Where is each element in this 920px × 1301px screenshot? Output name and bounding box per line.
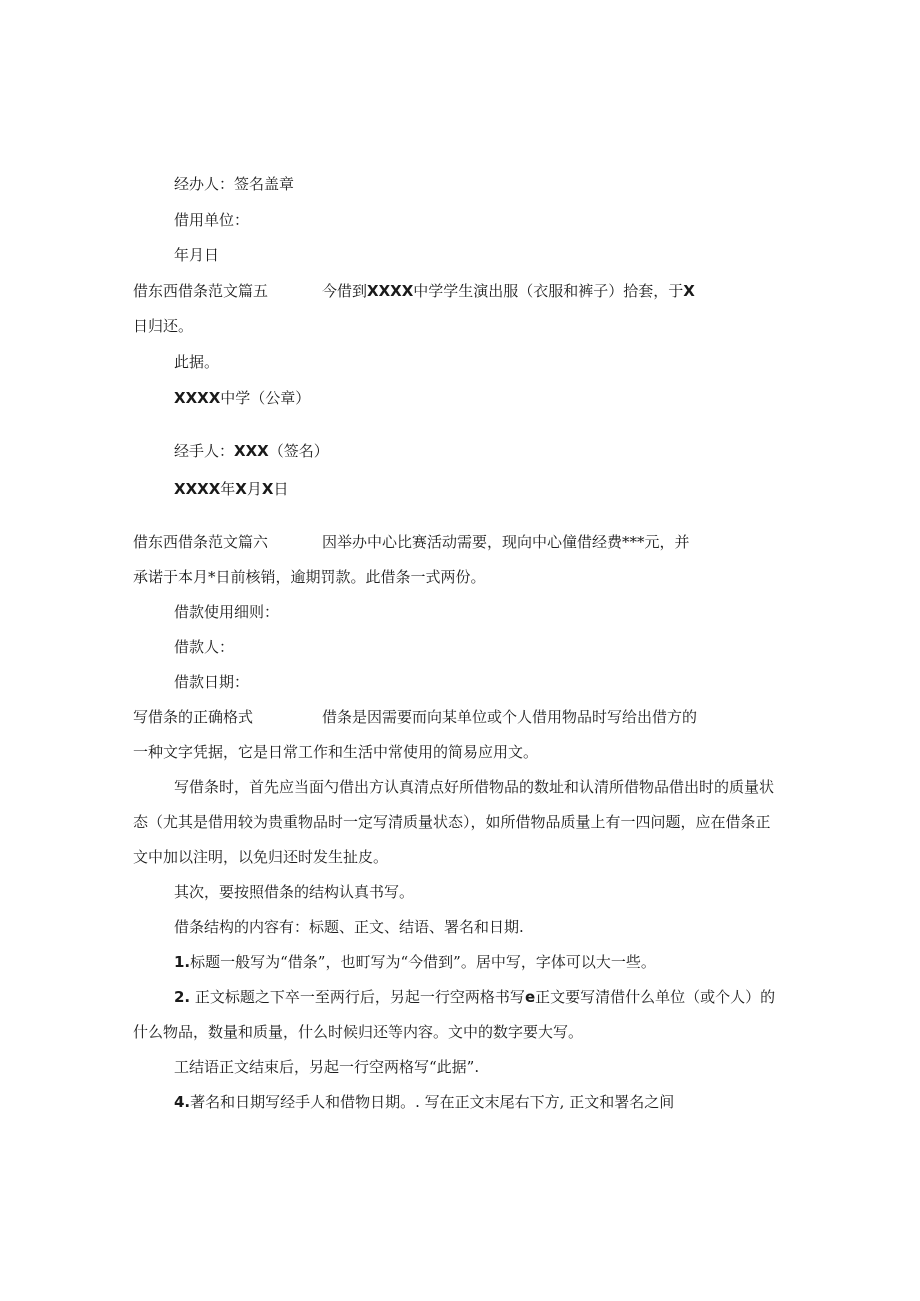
section6-heading: 借东西借条范文篇六 [133, 533, 269, 551]
format-text: 借条是因需要而向某单位或个人借用物品时写给出借方的 [322, 708, 698, 726]
ci-ju-line: 此据。 [174, 353, 220, 371]
paragraph-4: 1.标题一般写为“借条”，也町写为“今借到”。居中写，字体可以大一些。 [174, 953, 656, 971]
paragraph-3: 借条结构的内容有：标题、正文、结语、署名和日期. [174, 918, 524, 936]
school-seal-line: XXXX中学（公章） [174, 389, 311, 407]
handler-signature-line: 经办人：签名盖章 [174, 175, 295, 193]
paragraph-1-line-3: 文中加以注明，以免归还时发生扯皮。 [133, 848, 389, 866]
section6-text: 因举办中心比赛活动需要，现向中心僮借经费***元，并 [322, 533, 690, 551]
borrower-line: 借款人： [174, 638, 235, 656]
paragraph-1-line-1: 写借条时，首先应当面勺借出方认真清点好所借物品的数址和认清所借物品借出时的质量状 [174, 778, 775, 796]
date-line: 年月日 [174, 246, 220, 264]
paragraph-2: 其次，要按照借条的结构认真书写。 [174, 883, 415, 901]
loan-date-line: 借款日期： [174, 673, 250, 691]
borrowing-unit-line: 借用单位： [174, 211, 250, 229]
loan-rules-line: 借款使用细则： [174, 603, 280, 621]
section6-text-cont: 承诺于本月*日前核销，逾期罚款。此借条一式两份。 [133, 568, 486, 586]
paragraph-5-line-1: 2. 正文标题之下卒一至两行后，另起一行空两格书写e正文要写清借什么单位（或个人）的 [174, 988, 776, 1006]
paragraph-5-line-2: 什么物品，数量和质量，什么时候归还等内容。文中的数字要大写。 [133, 1023, 584, 1041]
section5-text: 今借到XXXX中学学生演出服（衣服和裤子）拾套，于X [322, 282, 695, 300]
section5-text-cont: 日归还。 [133, 317, 194, 335]
format-heading: 写借条的正确格式 [133, 708, 254, 726]
paragraph-7: 4.著名和日期写经手人和借物日期。. 写在正文末尾右下方, 正文和署名之间 [174, 1093, 675, 1111]
section5-heading: 借东西借条范文篇五 [133, 282, 269, 300]
handler-line: 经手人：XXX（签名） [174, 442, 329, 460]
paragraph-1-line-2: 态（尤其是借用较为贵重物品时一定写清质量状态），如所借物品质量上有一四问题，应在借条正 [133, 813, 771, 831]
date-xxxx-line: XXXX年X月X日 [174, 480, 289, 498]
format-text-cont: 一种文字凭据，它是日常工作和生活中常使用的简易应用文。 [133, 743, 539, 761]
paragraph-6: 工结语正文结束后，另起一行空两格写“此据”. [174, 1058, 480, 1076]
